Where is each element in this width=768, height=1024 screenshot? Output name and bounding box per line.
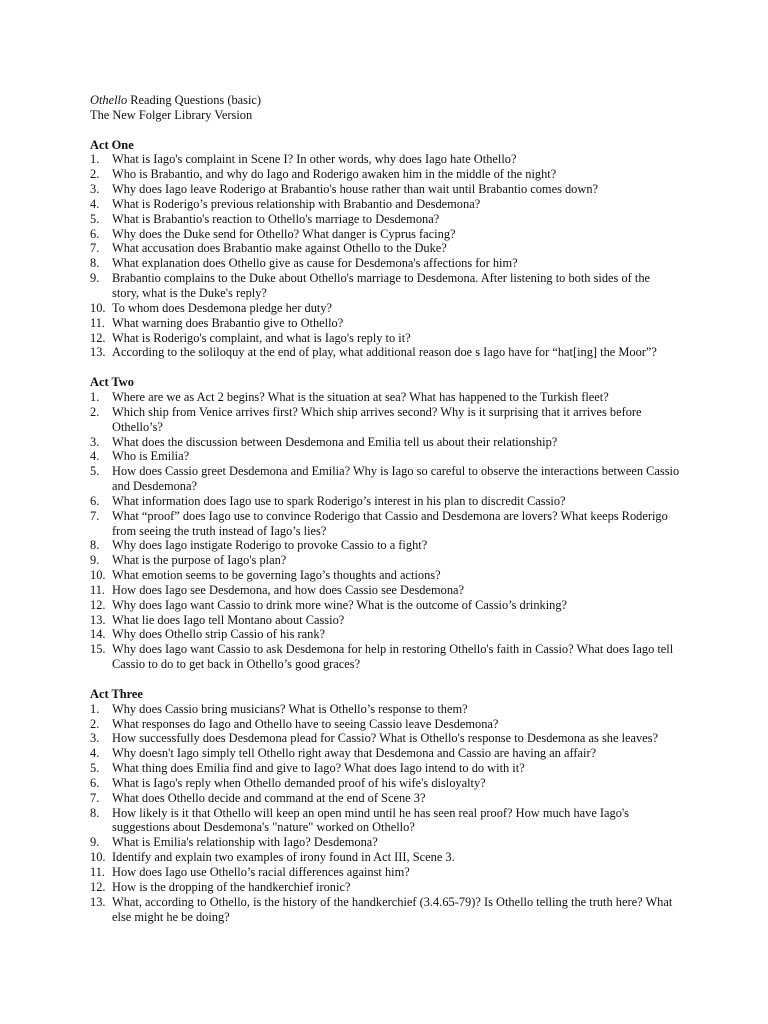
- document-title: [90, 93, 680, 108]
- question-item: [90, 642, 680, 672]
- question-number: 7.: [90, 241, 100, 256]
- question-item: [90, 806, 680, 836]
- question-item: [90, 761, 680, 776]
- question-number: 14.: [90, 627, 106, 642]
- question-item: [90, 316, 680, 331]
- question-item: [90, 731, 680, 746]
- question-item: [90, 212, 680, 227]
- question-number: 10.: [90, 850, 106, 865]
- question-number: 8.: [90, 805, 100, 820]
- question-number: 2.: [90, 716, 100, 731]
- question-item: [90, 197, 680, 212]
- question-text: What is Iago's reply when Othello demanded proof of his wife's disloyalty?: [112, 775, 486, 790]
- document-content: [90, 93, 680, 924]
- question-text: What is Emilia's relationship with Iago? Desdemona?: [112, 835, 378, 850]
- question-number: 5.: [90, 211, 100, 226]
- question-item: [90, 583, 680, 598]
- question-text: What explanation does Othello give as cause for Desdemona's affections for him?: [112, 256, 518, 271]
- question-item: [90, 776, 680, 791]
- question-text: What is the purpose of Iago's plan?: [112, 553, 287, 568]
- question-text: Who is Brabantio, and why do Iago and Roderigo awaken him in the middle of the night?: [112, 167, 557, 182]
- question-number: 1.: [90, 701, 100, 716]
- question-item: [90, 835, 680, 850]
- question-number: 10.: [90, 300, 106, 315]
- question-text: How likely is it that Othello will keep an open mind until he has seen real proof? How much have Iago's suggestions about Desdemona's "nature" worked on Othello?: [112, 805, 630, 835]
- question-item: [90, 613, 680, 628]
- question-text: Why does Iago want Cassio to ask Desdemona for help in restoring Othello's faith in Cassio? What does Iago tell Cassio to do to get back in Othello’s good graces?: [112, 642, 674, 672]
- question-text: Why does the Duke send for Othello? What danger is Cyprus facing?: [112, 226, 456, 241]
- question-item: [90, 256, 680, 271]
- question-item: [90, 553, 680, 568]
- question-item: [90, 509, 680, 539]
- question-item: [90, 167, 680, 182]
- question-number: 5.: [90, 761, 100, 776]
- question-text: Why does Cassio bring musicians? What is Othello’s response to them?: [112, 701, 468, 716]
- question-number: 3.: [90, 434, 100, 449]
- question-item: [90, 880, 680, 895]
- question-text: What responses do Iago and Othello have to seeing Cassio leave Desdemona?: [112, 716, 499, 731]
- question-item: [90, 390, 680, 405]
- question-text: What does Othello decide and command at the end of Scene 3?: [112, 790, 426, 805]
- question-item: [90, 568, 680, 583]
- question-text: Why does Iago instigate Roderigo to provoke Cassio to a fight?: [112, 538, 428, 553]
- question-text: Why does Iago leave Roderigo at Brabantio's house rather than wait until Brabantio comes down?: [112, 182, 599, 197]
- title-play-name: Othello: [90, 93, 128, 107]
- question-text: Why does Othello strip Cassio of his rank?: [112, 627, 326, 642]
- question-item: [90, 331, 680, 346]
- question-number: 10.: [90, 568, 106, 583]
- question-number: 4.: [90, 449, 100, 464]
- question-text: What lie does Iago tell Montano about Cassio?: [112, 612, 345, 627]
- question-number: 11.: [90, 865, 106, 880]
- question-text: What information does Iago use to spark Roderigo’s interest in his plan to discredit Cassio?: [112, 493, 566, 508]
- question-item: [90, 895, 680, 925]
- question-text: How does Iago use Othello’s racial differences against him?: [112, 865, 410, 880]
- question-item: [90, 345, 680, 360]
- question-text: What warning does Brabantio give to Othello?: [112, 315, 344, 330]
- question-number: 9.: [90, 271, 100, 286]
- question-text: What, according to Othello, is the history of the handkerchief (3.4.65-79)? Is Othello telling the truth here? What else might he be doing?: [112, 894, 673, 924]
- question-text: According to the soliloquy at the end of play, what additional reason doe s Iago have for “hat[ing] the Moor”?: [112, 345, 657, 360]
- question-number: 8.: [90, 538, 100, 553]
- question-number: 12.: [90, 330, 106, 345]
- question-text: Why does Iago want Cassio to drink more wine? What is the outcome of Cassio’s drinking?: [112, 597, 568, 612]
- question-item: [90, 717, 680, 732]
- document-subtitle: The New Folger Library Version: [90, 107, 253, 122]
- question-text: How does Cassio greet Desdemona and Emilia? Why is Iago so careful to observe the interactions between Cassio and Desdemona?: [112, 464, 680, 494]
- question-text: What is Roderigo’s previous relationship with Brabantio and Desdemona?: [112, 196, 481, 211]
- question-text: How is the dropping of the handkerchief ironic?: [112, 879, 351, 894]
- question-number: 6.: [90, 226, 100, 241]
- question-number: 1.: [90, 389, 100, 404]
- question-number: 13.: [90, 894, 106, 909]
- question-text: What “proof” does Iago use to convince Roderigo that Cassio and Desdemona are lovers? What keeps Roderigo from seeing the truth instead of Iago’s lies?: [112, 508, 668, 538]
- question-number: 7.: [90, 508, 100, 523]
- question-number: 11.: [90, 315, 106, 330]
- question-text: What is Brabantio's reaction to Othello's marriage to Desdemona?: [112, 211, 440, 226]
- question-item: [90, 494, 680, 509]
- section-act-2: [90, 375, 680, 672]
- question-number: 3.: [90, 731, 100, 746]
- question-text: Who is Emilia?: [112, 449, 190, 464]
- question-item: [90, 538, 680, 553]
- question-number: 9.: [90, 553, 100, 568]
- question-list: [90, 702, 680, 925]
- question-number: 11.: [90, 582, 106, 597]
- question-text: Brabantio complains to the Duke about Othello's marriage to Desdemona. After listening to both sides of the story, what is the Duke's reply?: [112, 271, 651, 301]
- section-heading: Act One: [90, 137, 134, 152]
- question-text: What emotion seems to be governing Iago’s thoughts and actions?: [112, 568, 441, 583]
- question-text: How successfully does Desdemona plead for Cassio? What is Othello's response to Desdemona as she leaves?: [112, 731, 659, 746]
- question-text: Why doesn't Iago simply tell Othello right away that Desdemona and Cassio are having an affair?: [112, 746, 597, 761]
- question-item: [90, 791, 680, 806]
- question-item: [90, 449, 680, 464]
- question-item: [90, 227, 680, 242]
- question-text: What is Roderigo's complaint, and what is Iago's reply to it?: [112, 330, 411, 345]
- question-item: [90, 435, 680, 450]
- title-rest: Reading Questions (basic): [127, 93, 262, 107]
- question-number: 2.: [90, 167, 100, 182]
- question-text: Identify and explain two examples of irony found in Act III, Scene 3.: [112, 850, 455, 865]
- question-number: 15.: [90, 642, 106, 657]
- question-number: 7.: [90, 790, 100, 805]
- question-item: [90, 271, 680, 301]
- question-item: [90, 627, 680, 642]
- question-number: 3.: [90, 182, 100, 197]
- section-heading: Act Three: [90, 686, 143, 701]
- question-number: 4.: [90, 196, 100, 211]
- question-number: 4.: [90, 746, 100, 761]
- question-text: Where are we as Act 2 begins? What is the situation at sea? What has happened to the Turkish fleet?: [112, 389, 609, 404]
- question-item: [90, 865, 680, 880]
- question-item: [90, 241, 680, 256]
- question-item: [90, 702, 680, 717]
- question-item: [90, 405, 680, 435]
- question-number: 2.: [90, 404, 100, 419]
- question-number: 6.: [90, 775, 100, 790]
- question-number: 6.: [90, 493, 100, 508]
- question-text: What accusation does Brabantio make against Othello to the Duke?: [112, 241, 447, 256]
- question-list: [90, 152, 680, 360]
- question-item: [90, 182, 680, 197]
- question-item: [90, 598, 680, 613]
- question-list: [90, 390, 680, 672]
- question-text: How does Iago see Desdemona, and how does Cassio see Desdemona?: [112, 582, 465, 597]
- section-heading: Act Two: [90, 375, 134, 390]
- question-item: [90, 301, 680, 316]
- question-number: 1.: [90, 152, 100, 167]
- question-number: 5.: [90, 464, 100, 479]
- question-item: [90, 746, 680, 761]
- question-text: What thing does Emilia find and give to Iago? What does Iago intend to do with it?: [112, 761, 525, 776]
- question-number: 13.: [90, 345, 106, 360]
- section-act-3: [90, 687, 680, 925]
- question-number: 9.: [90, 835, 100, 850]
- question-number: 12.: [90, 879, 106, 894]
- question-number: 12.: [90, 597, 106, 612]
- question-item: [90, 850, 680, 865]
- question-number: 8.: [90, 256, 100, 271]
- question-text: Which ship from Venice arrives first? Which ship arrives second? Why is it surprising that it arrives before Othello’s?: [112, 404, 642, 434]
- question-text: What does the discussion between Desdemona and Emilia tell us about their relationship?: [112, 434, 558, 449]
- question-text: What is Iago's complaint in Scene I? In other words, why does Iago hate Othello?: [112, 152, 517, 167]
- question-number: 13.: [90, 612, 106, 627]
- question-text: To whom does Desdemona pledge her duty?: [112, 300, 333, 315]
- question-item: [90, 464, 680, 494]
- question-sections: [90, 138, 680, 925]
- question-item: [90, 152, 680, 167]
- section-act-1: [90, 138, 680, 361]
